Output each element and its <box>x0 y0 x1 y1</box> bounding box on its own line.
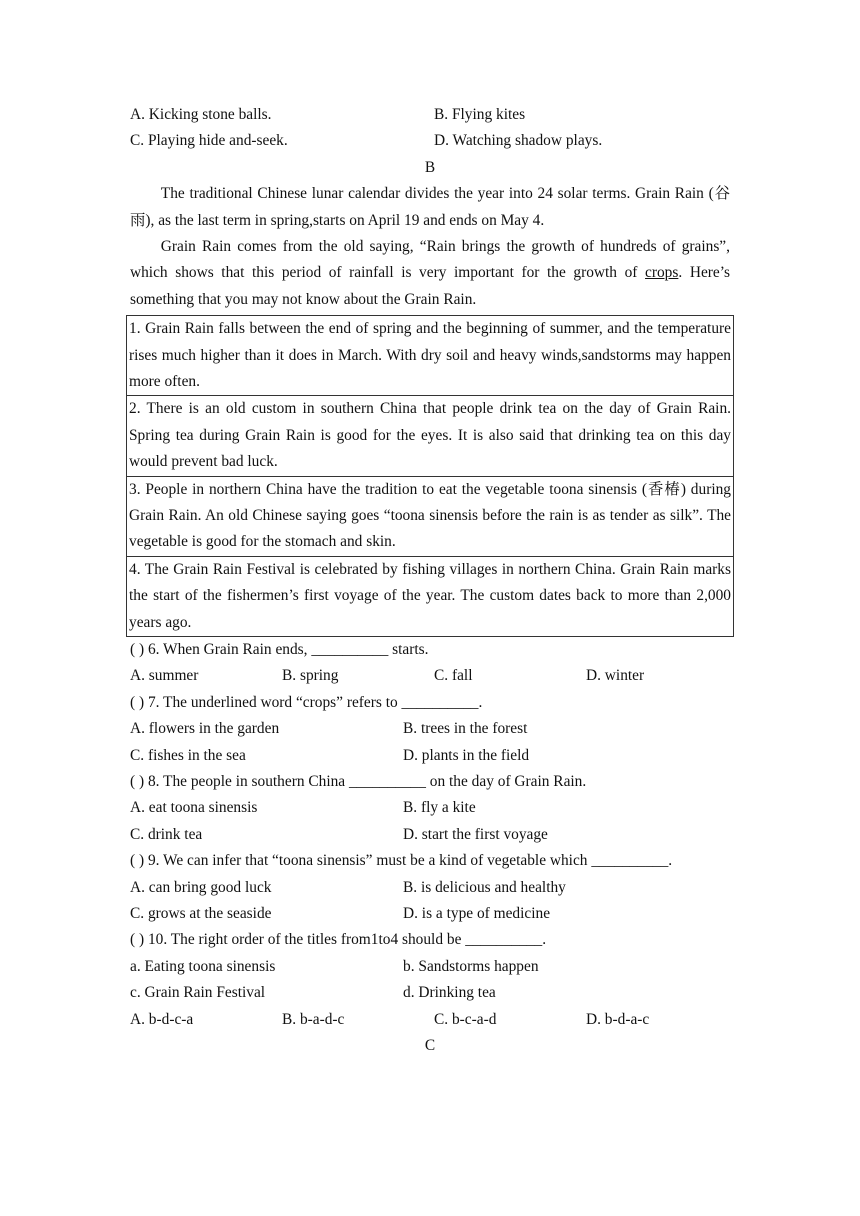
intro-p2-before: Grain Rain comes from the old saying, “Rain brings the growth of hundreds of grains”, which shows that this period of rainfall is very important for the growth of <box>130 237 730 282</box>
intro-paragraph-1: The traditional Chinese lunar calendar divides the year into 24 solar terms. Grain Rain (谷雨), as the last term in spring,starts on April 19 and ends on May 4. <box>130 185 730 229</box>
q9-option-a: A. can bring good luck <box>130 878 272 896</box>
question-8-options-row-1 <box>130 795 730 821</box>
option-a: A. Kicking stone balls. <box>130 106 272 123</box>
q6-option-b: B. spring <box>282 667 339 685</box>
question-10-stem: ( ) 10. The right order of the titles from1to4 should be __________. <box>130 931 547 949</box>
question-10-options <box>130 1007 730 1033</box>
q10-option-a: A. b-d-c-a <box>130 1010 194 1028</box>
section-b-heading: B <box>424 158 436 176</box>
q9-option-d: D. is a type of medicine <box>403 905 551 922</box>
fact-box-3: 3. People in northern China have the tradition to eat the vegetable toona sinensis (香椿) during Grain Rain. An old Chinese saying goes “toona sinensis before the rain is as tender as silk”. The vegetable is good for the stomach and skin. <box>127 476 734 556</box>
question-6-stem: ( ) 6. When Grain Rain ends, __________ starts. <box>130 641 429 659</box>
q6-option-c: C. fall <box>434 667 473 685</box>
q10-title-d: d. Drinking tea <box>403 984 496 1002</box>
question-6-options <box>130 663 730 689</box>
q7-option-d: D. plants in the field <box>403 746 530 764</box>
options-row-1 <box>130 102 730 128</box>
intro-p2-after: . Here’s something that you may not know about the Grain Rain. <box>130 264 730 308</box>
q10-option-c: C. b-c-a-d <box>434 1010 497 1028</box>
question-9-options-row-1 <box>130 875 730 901</box>
q8-option-b: B. fly a kite <box>403 799 476 817</box>
fact-box-2: 2. There is an old custom in southern China that people drink tea on the day of Grain Rain. Spring tea during Grain Rain is good for the eyes. It is also said that drinking tea on this day would prevent bad luck. <box>127 396 734 476</box>
option-c: C. Playing hide and-seek. <box>130 132 288 150</box>
question-7-options-row-1 <box>130 716 730 742</box>
option-b: B. Flying kites <box>434 106 526 123</box>
q9-option-c: C. grows at the seaside <box>130 905 272 922</box>
intro-paragraph-2 <box>130 234 730 313</box>
q10-title-a: a. Eating toona sinensis <box>130 957 276 975</box>
q6-option-a: A. summer <box>130 667 199 685</box>
fact-box-4: 4. The Grain Rain Festival is celebrated by fishing villages in northern China. Grain Rain marks the start of the fishermen’s first voyage of the year. The custom dates back to more than 2,000 years ago. <box>127 556 734 636</box>
question-10-titles-row-2 <box>130 980 730 1006</box>
q7-option-b: B. trees in the forest <box>403 720 528 738</box>
q6-option-d: D. winter <box>586 667 645 685</box>
q7-option-a: A. flowers in the garden <box>130 720 280 738</box>
question-10-titles-row-1 <box>130 954 730 980</box>
q10-title-c: c. Grain Rain Festival <box>130 984 266 1002</box>
question-8-options-row-2 <box>130 822 730 848</box>
underlined-word-crops: crops <box>645 264 679 282</box>
q10-option-b: B. b-a-d-c <box>282 1010 345 1028</box>
facts-table <box>126 315 734 637</box>
q8-option-a: A. eat toona sinensis <box>130 799 258 817</box>
options-row-2 <box>130 128 730 154</box>
fact-box-1: 1. Grain Rain falls between the end of spring and the beginning of summer, and the temperature rises much higher than it does in March. With dry soil and heavy winds,sandstorms may happen more often. <box>127 316 734 396</box>
option-d: D. Watching shadow plays. <box>434 132 603 150</box>
question-8-stem: ( ) 8. The people in southern China __________ on the day of Grain Rain. <box>130 773 587 791</box>
q8-option-d: D. start the first voyage <box>403 825 548 843</box>
worksheet-content <box>130 102 730 1059</box>
q7-option-c: C. fishes in the sea <box>130 746 246 764</box>
question-7-stem: ( ) 7. The underlined word “crops” refers to __________. <box>130 693 483 711</box>
question-9-stem: ( ) 9. We can infer that “toona sinensis” must be a kind of vegetable which __________. <box>130 852 673 870</box>
q10-title-b: b. Sandstorms happen <box>403 957 539 975</box>
section-c-heading: C <box>424 1036 436 1054</box>
q9-option-b: B. is delicious and healthy <box>403 878 566 896</box>
q10-option-d: D. b-d-a-c <box>586 1010 650 1028</box>
question-7-options-row-2 <box>130 743 730 769</box>
question-9-options-row-2 <box>130 901 730 927</box>
q8-option-c: C. drink tea <box>130 825 203 843</box>
